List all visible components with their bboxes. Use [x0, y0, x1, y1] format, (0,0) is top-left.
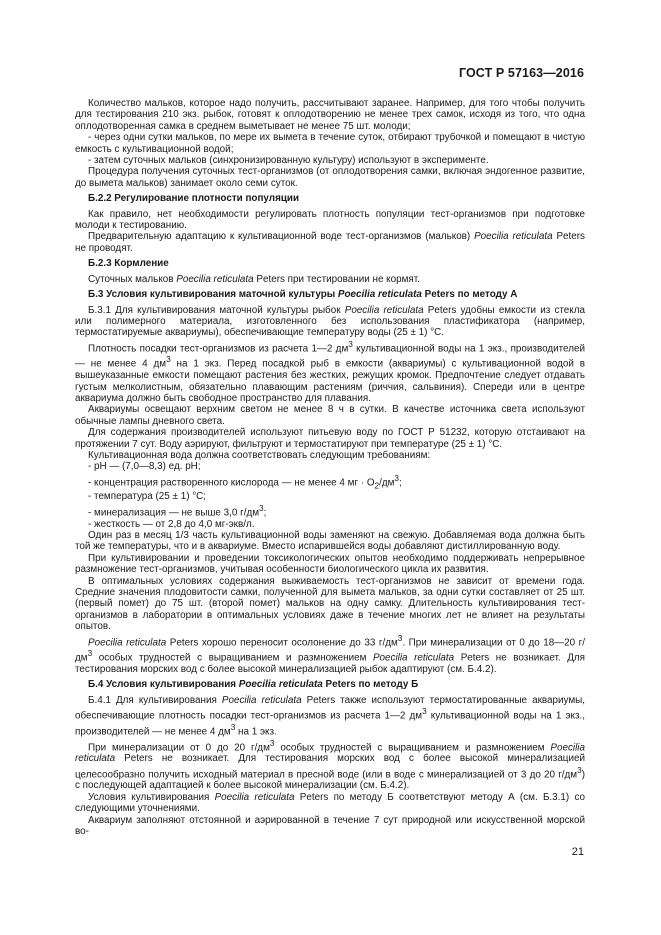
- paragraph-b31: Б.3.1 Для культивирования маточной культуры рыбок Poecilia reticulata Peters удобны емкости из стекла или полимерного материала, изготовленного без использования пластификатора (например, термостатируемые аквариумы), обеспечивающие температуру воды (25 ± 1) °С.: [75, 304, 585, 339]
- paragraph-procedure: Процедура получения суточных тест-организмов (от оплодотворения самки, включая эндогенное развитие, до вымета мальков) занимает около семи суток.: [75, 166, 585, 189]
- paragraph-mineralization-method-b: При минерализации от 0 до 20 $г/дм^3$ особых трудностей с выращиванием и размножением Poecilia reticulata Peters не возникает. Для тестирования морских вод с более высокой минерализацией целесообразно получить исходный материал в пресной воде (или в воде с минерализацией от 3 до 20 $г/дм^3$) с последующей адаптацией к более высокой минерализации (см. Б.4.2).: [75, 738, 585, 792]
- section-heading-b22: Б.2.2 Регулирование плотности популяции: [88, 193, 300, 205]
- paragraph-b41: Б.4.1 Для культивирования Poecilia reticulata Peters также используют термостатированные аквариумы, обеспечивающие плотность посадки тест-организмов из расчета 1—2 $дм^3$ культивационной воды на 1 экз., производителей — не менее 4 $дм^3$ на 1 экз.: [75, 694, 585, 738]
- paragraph-method-b-conditions: Условия культивирования Poecilia reticulata Peters по методу Б соответствуют методу А (см. Б.3.1) со следующими уточнениями.: [75, 791, 585, 815]
- list-item-experiment: - затем суточных мальков (синхронизированную культуру) используют в эксперименте.: [88, 155, 489, 167]
- section-heading-b23: Б.2.3 Кормление: [88, 258, 169, 270]
- list-item-mineralization: - минерализация — не выше 3,0 $г/дм^3$;: [88, 503, 267, 519]
- paragraph-feeding: Суточных мальков Poecilia reticulata Peters при тестировании не кормят.: [88, 273, 420, 285]
- list-item-temperature: - температура (25 ± 1) °С;: [88, 491, 207, 503]
- paragraph-reproduction: При культивировании и проведении токсикологических опытов необходимо поддерживать непрерывное размножение тест-организмов, учитывая особенности биологического цикла их развития.: [75, 552, 585, 576]
- section-heading-b4: Б.4 Условия культивирования Poecilia reticulata Peters по методу Б: [88, 679, 419, 691]
- paragraph-aquarium-filling: Аквариум заполняют отстоянной и аэрированной в течение 7 сут природной или искусственной морской во-: [75, 814, 585, 838]
- paragraph-salinity: Poecilia reticulata Peters хорошо переносит осолонение до 33 $г/дм^3$. При минерализации от 0 до 18—20 $г/дм^3$ особых трудностей с выращиванием и размножением Poecilia reticulata Peters не возникает. Для тестирования морских вод с более высокой минерализацией рыбок адаптируют (см. Б.4.2).: [75, 633, 585, 676]
- list-item-ph: - pH — (7,0—8,3) ед. pH;: [88, 461, 201, 473]
- paragraph-water-change: Один раз в месяц 1/3 часть культивационной воды заменяют на свежую. Добавляемая вода должна быть той же температуры, что и в аквариуме. Вместо испарившейся воды добавляют дистиллированную воду.: [75, 529, 585, 553]
- list-item-hardness: - жесткость — от 2,8 до 4,0 мг-экв/л.: [88, 518, 255, 530]
- paragraph-water-requirements: Культивационная вода должна соответствовать следующим требованиям:: [88, 449, 431, 461]
- document-number-header: ГОСТ Р 57163—2016: [458, 66, 584, 80]
- paragraph-lighting: Аквариумы освещают верхним светом не менее 8 ч в сутки. В качестве источника света используют обычные лампы дневного света.: [75, 404, 585, 427]
- paragraph-survival: В оптимальных условиях содержания выживаемость тест-организмов не зависит от времени года. Средние значения плодовитости самки, полученной для вымета мальков, за одни сутки составляет от 25 шт. (первый помет) до 75 шт. (второй помет) мальков на одну самку. Длительность культивирования тест-организмов в лаборатории в оптимальных условиях даже в течение многих лет не влияет на результаты опытов.: [75, 575, 585, 633]
- paragraph-water-source: Для содержания производителей используют питьевую воду по ГОСТ Р 51232, которую отстаивают на протяжении 7 сут. Воду аэрируют, фильтруют и термостатируют при температуре (25 ± 1) °С.: [75, 427, 585, 450]
- paragraph-stocking-density: Плотность посадки тест-организмов из расчета 1—2 $дм^3$ культивационной воды на 1 экз., производителей — не менее 4 $дм^3$ на 1 экз. Перед посадкой рыб в емкости (аквариумы) с культивационной водой в вышеуказанные емкости помещают растения без жестких, режущих кромок. Предпочтение следует отдавать густым мелколистным, обязательно плавающим растениям (риччия, сальвиния). Спереди или в центре аквариума должно быть свободное пространство для плавания.: [75, 339, 585, 404]
- section-heading-b3: Б.3 Условия культивирования маточной культуры Poecilia reticulata Peters по методу А: [88, 289, 518, 301]
- paragraph-adaptation: Предварительную адаптацию к культивационной воде тест-организмов (мальков) Poecilia reticulata Peters не проводят.: [75, 231, 585, 254]
- document-body: [75, 98, 585, 838]
- page-number: 21: [571, 846, 584, 858]
- list-item-oxygen: - концентрация растворенного кислорода — не менее 4 мг · $O_2/дм^3$;: [88, 473, 402, 491]
- paragraph-quantity: Количество мальков, которое надо получить, рассчитывают заранее. Например, для того чтобы получить для тестирования 210 экз. рыбок, готовят к оплодотворению не менее трех самок, исходя из того, что одна оплодотворенная самка в среднем выметывает не менее 75 шт. молоди;: [75, 98, 585, 132]
- list-item-selection: - через одни сутки мальков, по мере их вымета в течение суток, отбирают трубочкой и помещают в чистую емкость с культивационной водой;: [75, 132, 585, 155]
- paragraph-density: Как правило, нет необходимости регулировать плотность популяции тест-организмов при подготовке молоди к тестированию.: [75, 208, 585, 232]
